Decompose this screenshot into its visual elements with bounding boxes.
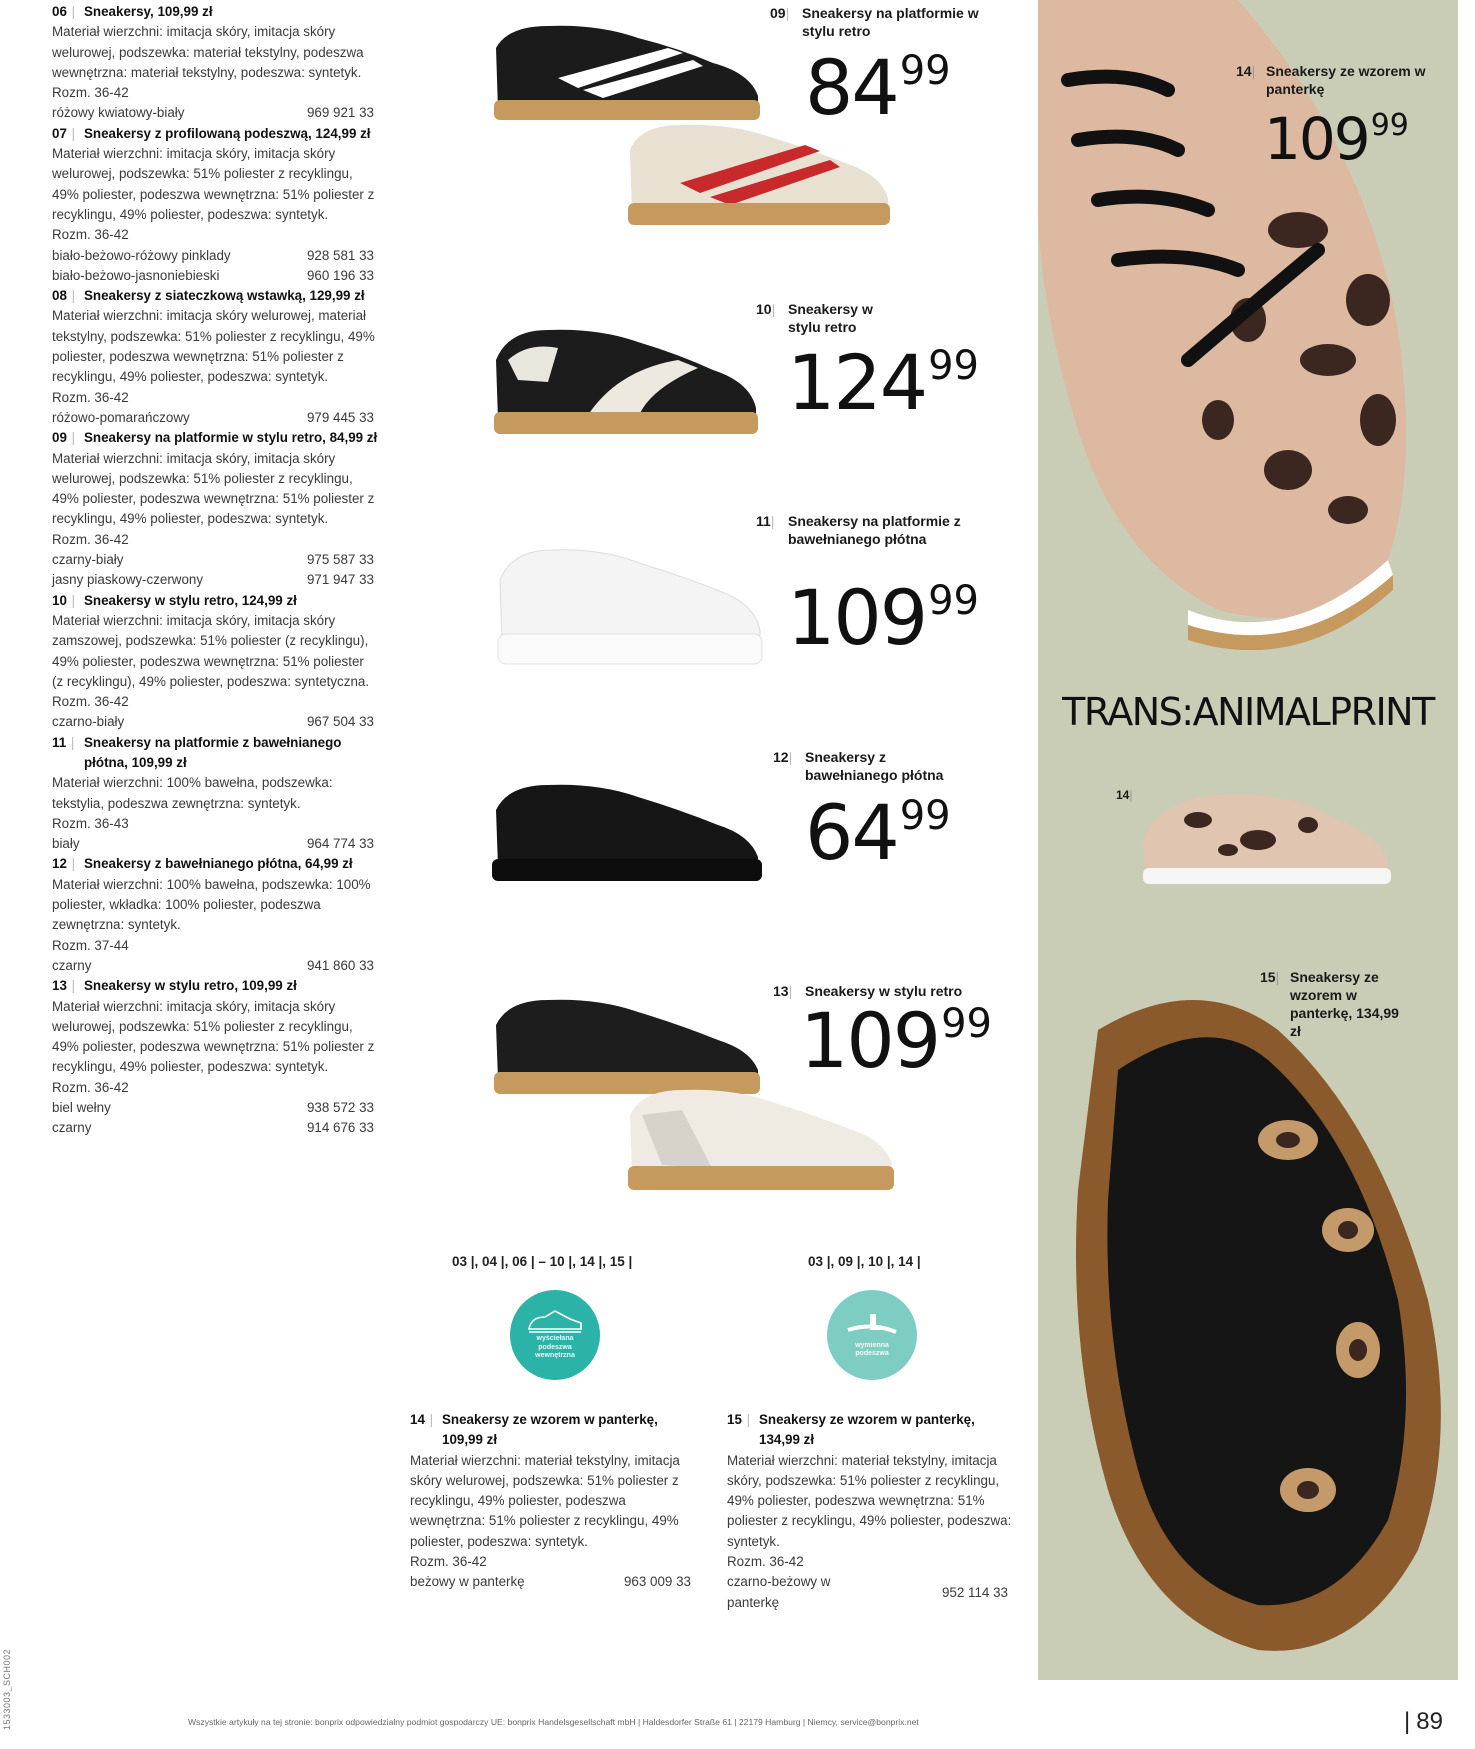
product-number: 12 [52, 856, 67, 872]
footer-legal: Wszystkie artykuły na tej stronie: bonprix odpowiedzialny podmiot gospodarczy UE: bonprix Handelsgesellschaft mbH | Haldesdorfer Straße 61 | 22179 Hamburg | Niemcy, service@bonprix.net [188, 1717, 919, 1727]
variant-color: biało-beżowo-różowy pinklady [52, 247, 231, 263]
removable-insole-badge: wymienna podeszwa [827, 1290, 917, 1380]
variant-row [727, 1572, 1012, 1613]
callout-13: 13| Sneakersy w stylu retro [773, 983, 963, 999]
page-number: | 89 [1404, 1708, 1443, 1735]
product-heading: 06 | Sneakersy, 109,99 zł [52, 2, 378, 22]
variant-order-code: 960 196 33 [306, 267, 374, 283]
callout-15: 15| Sneakersy ze wzorem w panterkę, 134,99 zł [1260, 969, 1399, 1039]
product-material: Materiał wierzchni: imitacja skóry, imitacja skóry welurowej, podszewka: 51% poliester z recyklingu, 49% poliester, podeszwa wewnętrzna: 51% poliester z recyklingu, 49% poliester, podeszwa: syntetyk. [52, 450, 375, 527]
product-title: Sneakersy z siateczkową wstawką, 129,99 zł [84, 288, 365, 304]
variant-row [52, 103, 378, 123]
page-margin [1458, 0, 1475, 1680]
product-heading: 08 | Sneakersy z siateczkową wstawką, 129,99 zł [52, 286, 378, 306]
product-material: Materiał wierzchni: imitacja skóry, imitacja skóry zamszowej, podszewka: 51% poliester (z recyklingu), 49% poliester, podeszwa wewnętrzna: 51% poliester (z recyklingu), 49% poliester, podeszwa: syntetyczna. [52, 612, 370, 689]
variant-row [410, 1572, 695, 1592]
price-09: 8499 [805, 43, 951, 132]
variant-order-code: 969 921 33 [306, 105, 374, 121]
badge-codes-removable: 03 |, 09 |, 10 |, 14 | [808, 1254, 921, 1269]
product-title: Sneakersy ze wzorem w panterkę, 109,99 zł [442, 1412, 658, 1448]
product-size: Rozm. 36-42 [52, 227, 129, 243]
callout-12: 12| Sneakersy z bawełnianego płótna [773, 749, 944, 783]
variant-row [52, 1098, 378, 1118]
product-heading: 09 | Sneakersy na platformie w stylu retro, 84,99 zł [52, 428, 378, 448]
product-title: Sneakersy w stylu retro, 124,99 zł [84, 592, 297, 608]
variant-row [52, 956, 378, 976]
price-14: 10999 [1264, 105, 1409, 173]
variant-row [52, 1118, 378, 1138]
product-size: Rozm. 36-42 [52, 85, 129, 101]
variant-order-code: 952 114 33 [941, 1584, 1008, 1600]
product-details-column [52, 2, 378, 1139]
variant-color: biały [52, 836, 80, 852]
catalog-side-code: 1533003_SCH002 [2, 1648, 12, 1730]
product-material: Materiał wierzchni: imitacja skóry, imitacja skóry welurowej, podszewka: 51% poliester z recyklingu, 49% poliester, podeszwa wewnętrzna: 51% poliester z recyklingu, 49% poliester, podeszwa: syntetyk. [52, 998, 375, 1075]
variant-order-code: 928 581 33 [306, 247, 374, 263]
variant-row [52, 570, 378, 590]
variant-order-code: 964 774 33 [306, 836, 374, 852]
small-label-14: 14| [1116, 788, 1133, 802]
variant-order-code: 967 504 33 [306, 714, 374, 730]
product-size: Rozm. 36-42 [52, 531, 129, 547]
product-material: Materiał wierzchni: imitacja skóry, imitacja skóry welurowej, podszewka: materiał tekstylny, podeszwa wewnętrzna: materiał tekstylny, podeszwa: syntetyk. [52, 24, 364, 80]
shoe-image-10 [488, 320, 773, 440]
product-material: Materiał wierzchni: materiał tekstylny, imitacja skóry, podszewka: 51% poliester z recyklingu, 49% poliester, podeszwa wewnętrzna: 51% poliester z recyklingu, 49% poliester, podeszwa: syntetyk. [727, 1452, 1012, 1549]
padded-insole-badge: wyściełana podeszwa wewnętrzna [510, 1290, 600, 1380]
callout-11: 11| Sneakersy na platformie z bawełnianego płótna [756, 513, 961, 547]
product-details-14 [410, 1410, 695, 1593]
variant-color: czarny [52, 957, 92, 973]
product-heading: 10 | Sneakersy w stylu retro, 124,99 zł [52, 591, 378, 611]
product-title: Sneakersy z bawełnianego płótna, 64,99 zł [84, 856, 353, 872]
variant-color: czarny [52, 1120, 92, 1136]
product-material: Materiał wierzchni: materiał tekstylny, imitacja skóry welurowej, podszewka: 51% poliester z recyklingu, 49% poliester, podeszwa wewnętrzna: 51% poliester z recyklingu, 49% poliester, podeszwa: syntetyk. [410, 1452, 680, 1549]
product-heading: 12 | Sneakersy z bawełnianego płótna, 64,99 zł [52, 854, 378, 874]
callout-10: 10| Sneakersy w stylu retro [756, 301, 873, 335]
animal-print-panel [1038, 0, 1458, 1680]
callout-09: 09| Sneakersy na platformie w stylu retro [770, 5, 979, 39]
shoe-image-15-large [1058, 970, 1448, 1670]
product-number: 07 [52, 125, 67, 141]
product-heading: 13 | Sneakersy w stylu retro, 109,99 zł [52, 976, 378, 996]
shoe-image-12 [488, 775, 778, 885]
product-size: Rozm. 36-42 [52, 389, 129, 405]
shoe-image-14-small [1138, 780, 1398, 890]
product-size: Rozm. 37-44 [52, 937, 129, 953]
variant-row [52, 246, 378, 266]
product-number: 11 [52, 734, 67, 750]
product-material: Materiał wierzchni: 100% bawełna, podszewka: tekstylia, podeszwa zewnętrzna: syntetyk. [52, 775, 333, 811]
product-title: Sneakersy na platformie z bawełnianego płótna, 109,99 zł [84, 734, 342, 770]
callout-14: 14| Sneakersy ze wzorem w panterkę [1236, 63, 1426, 97]
product-number: 08 [52, 288, 67, 304]
padded-insole-icon [525, 1309, 585, 1335]
removable-insole-icon [842, 1312, 902, 1342]
product-number: 09 [52, 430, 67, 446]
variant-row [52, 834, 378, 854]
product-number: 10 [52, 592, 67, 608]
product-number: 15 [727, 1412, 742, 1427]
product-details-15 [727, 1410, 1012, 1613]
variant-color: różowy kwiatowy-biały [52, 105, 185, 121]
shoe-image-13-white [622, 1080, 912, 1195]
variant-order-code: 938 572 33 [306, 1100, 374, 1116]
product-size: Rozm. 36-42 [727, 1554, 804, 1570]
product-heading: 07 | Sneakersy z profilowaną podeszwą, 124,99 zł [52, 124, 378, 144]
variant-color: biało-beżowo-jasnoniebieski [52, 267, 220, 283]
product-material: Materiał wierzchni: imitacja skóry, imitacja skóry welurowej, podszewka: 51% poliester z recyklingu, 49% poliester, podeszwa wewnętrzna: 51% poliester z recyklingu, 49% poliester, podeszwa: syntetyk. [52, 146, 375, 222]
product-title: Sneakersy ze wzorem w panterkę, 134,99 zł [759, 1412, 975, 1448]
variant-color: czarno-biały [52, 714, 125, 730]
variant-row [52, 408, 378, 428]
variant-order-code: 979 445 33 [306, 409, 374, 425]
product-number: 14 [410, 1412, 425, 1427]
product-material: Materiał wierzchni: 100% bawełna, podszewka: 100% poliester, wkładka: 100% poliester, podeszwa zewnętrzna: syntetyk. [52, 876, 371, 933]
product-material: Materiał wierzchni: imitacja skóry welurowej, materiał tekstylny, podszewka: 51% poliester z recyklingu, 49% poliester, podeszwa wewnętrzna: 51% poliester z recyklingu, 49% poliester, podeszwa: syntetyk. [52, 308, 375, 385]
product-title: Sneakersy, 109,99 zł [84, 4, 213, 19]
variant-order-code: 975 587 33 [306, 552, 374, 568]
variant-order-code: 914 676 33 [306, 1120, 374, 1136]
product-size: Rozm. 36-43 [52, 815, 129, 831]
variant-row [52, 712, 378, 732]
price-13: 10999 [800, 996, 992, 1085]
price-12: 6499 [805, 788, 951, 877]
variant-order-code: 941 860 33 [306, 957, 374, 973]
product-title: Sneakersy w stylu retro, 109,99 zł [84, 978, 297, 994]
variant-row [52, 266, 378, 286]
product-heading: 15 | Sneakersy ze wzorem w panterkę, 134,99 zł [727, 1410, 1012, 1451]
price-11: 10999 [787, 573, 979, 662]
product-size: Rozm. 36-42 [52, 1079, 129, 1095]
variant-color: beżowy w panterkę [410, 1574, 525, 1590]
section-heading: TRANS:ANIMALPRINT [1062, 690, 1434, 734]
badge-codes-padded: 03 |, 04 |, 06 | – 10 |, 14 |, 15 | [452, 1254, 633, 1269]
product-heading: 14 | Sneakersy ze wzorem w panterkę, 109,99 zł [410, 1410, 695, 1451]
variant-order-code: 971 947 33 [306, 572, 374, 588]
variant-color: czarno-beżowy w panterkę [727, 1574, 831, 1610]
shoe-image-09-black [488, 18, 778, 123]
product-heading: 11 | Sneakersy na platformie z bawełnianego płótna, 109,99 zł [52, 733, 378, 774]
shoe-image-09-sand [620, 115, 910, 230]
price-10: 12499 [787, 338, 979, 427]
product-size: Rozm. 36-42 [410, 1554, 487, 1570]
variant-color: jasny piaskowy-czerwony [52, 572, 204, 588]
product-title: Sneakersy na platformie w stylu retro, 84,99 zł [84, 430, 378, 446]
product-title: Sneakersy z profilowaną podeszwą, 124,99 zł [84, 125, 371, 141]
product-number: 06 [52, 4, 67, 19]
product-number: 13 [52, 978, 67, 994]
variant-color: czarny-biały [52, 552, 124, 568]
variant-row [52, 550, 378, 570]
variant-color: różowo-pomarańczowy [52, 409, 190, 425]
shoe-image-11 [492, 540, 777, 670]
product-size: Rozm. 36-42 [52, 694, 129, 710]
variant-color: biel wełny [52, 1100, 111, 1116]
variant-order-code: 963 009 33 [623, 1574, 691, 1590]
